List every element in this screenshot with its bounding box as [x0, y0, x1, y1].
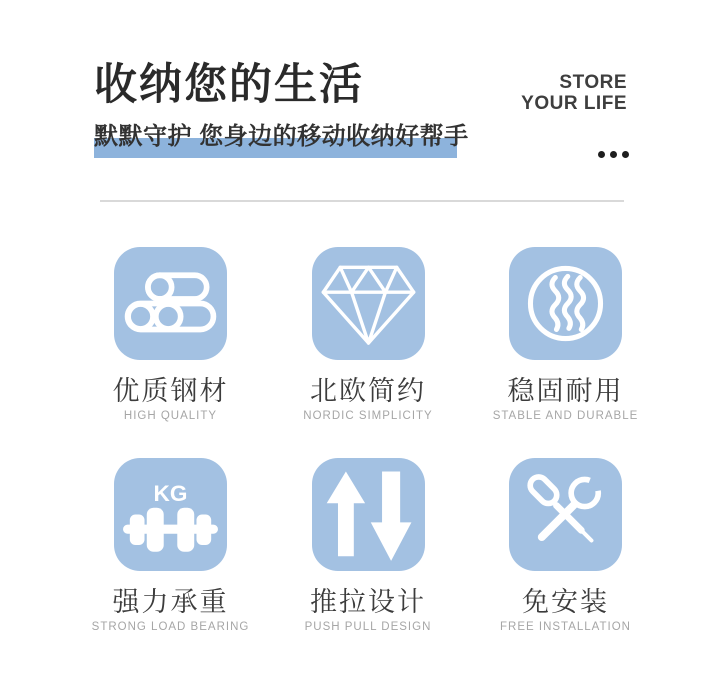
feature-tile: [114, 247, 227, 360]
feature-tile: [312, 458, 425, 571]
steel-pipes-icon: [114, 247, 227, 360]
feature-title: 优质钢材: [112, 376, 229, 406]
feature-subtitle: STABLE AND DURABLE: [492, 410, 639, 423]
feature-title: 强力承重: [112, 586, 229, 617]
feature-subtitle: STRONG LOAD BEARING: [91, 620, 250, 633]
dot-icon: [622, 151, 629, 158]
feature-cell-stable-durable: [493, 247, 639, 424]
kg-dumbbell-icon: [114, 458, 227, 571]
feature-tile: [114, 458, 227, 571]
push-pull-arrows-icon: [312, 458, 425, 571]
page-subtitle: 默默守护 您身边的移动收纳好帮手: [94, 123, 469, 150]
dot-icon: [610, 151, 617, 158]
feature-subtitle: NORDIC SIMPLICITY: [303, 410, 433, 423]
feature-cell-free-installation: [500, 458, 631, 635]
stable-waves-icon: [509, 247, 622, 360]
tagline-line2: YOUR LIFE: [521, 93, 627, 114]
feature-subtitle: HIGH QUALITY: [123, 410, 218, 423]
feature-tile: [509, 458, 622, 571]
subtitle-block: [94, 123, 469, 163]
feature-tile: [312, 247, 425, 360]
feature-subtitle: FREE INSTALLATION: [500, 620, 631, 633]
dot-icon: [598, 151, 605, 158]
feature-cell-high-quality: [113, 247, 229, 424]
feature-cell-load-bearing: [92, 458, 250, 635]
feature-subtitle: PUSH PULL DESIGN: [304, 620, 432, 633]
tagline-line1: STORE: [559, 72, 627, 93]
feature-title: 推拉设计: [310, 586, 426, 617]
feature-cell-nordic-simplicity: [303, 247, 432, 424]
page-title: 收纳您的生活: [94, 61, 364, 109]
feature-title: 免安装: [522, 586, 609, 617]
tools-icon: [509, 458, 622, 571]
feature-title: 北欧简约: [310, 376, 426, 406]
kg-label: KG: [153, 480, 188, 506]
header-divider: [100, 200, 624, 202]
feature-tile: [509, 247, 622, 360]
tagline: [521, 72, 627, 114]
feature-title: 稳固耐用: [507, 376, 624, 406]
diamond-icon: [312, 247, 425, 360]
ellipsis-dots-icon: [598, 151, 629, 158]
feature-grid: [73, 247, 663, 635]
feature-cell-push-pull: [305, 458, 432, 635]
